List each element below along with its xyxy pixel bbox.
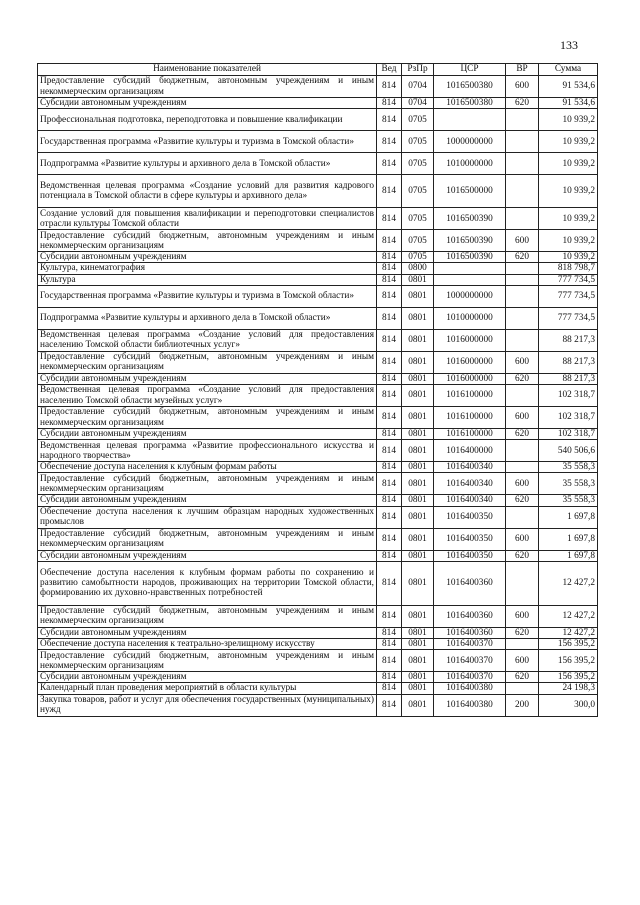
cell-rzpr: 0801 [402,627,434,638]
cell-name: Подпрограмма «Развитие культуры и архивного дела в Томской области» [38,153,377,175]
cell-rzpr: 0801 [402,639,434,650]
cell-rzpr: 0801 [402,650,434,672]
cell-csr [434,263,506,274]
cell-ved: 814 [377,131,402,153]
cell-rzpr: 0801 [402,329,434,351]
table-row [38,462,598,473]
cell-name: Предоставление субсидий бюджетным, автономным учреждениям и иным некоммерческим организациям [38,528,377,550]
cell-rzpr: 0801 [402,407,434,429]
cell-rzpr: 0801 [402,429,434,440]
cell-ved: 814 [377,694,402,716]
cell-csr: 1016400370 [434,650,506,672]
table-row [38,307,598,329]
cell-rzpr: 0801 [402,506,434,528]
cell-csr: 1016400370 [434,672,506,683]
cell-vr: 620 [506,495,539,506]
cell-csr: 1000000000 [434,131,506,153]
cell-vr: 620 [506,627,539,638]
table-row [38,98,598,109]
cell-name: Предоставление субсидий бюджетным, автономным учреждениям и иным некоммерческим организациям [38,230,377,252]
cell-ved: 814 [377,307,402,329]
cell-vr: 600 [506,473,539,495]
table-row [38,672,598,683]
cell-sum: 12 427,2 [539,627,598,638]
cell-name: Закупка товаров, работ и услуг для обеспечения государственных (муниципальных) нужд [38,694,377,716]
cell-name: Субсидии автономным учреждениям [38,373,377,384]
cell-ved: 814 [377,252,402,263]
cell-sum: 102 318,7 [539,385,598,407]
cell-csr: 1016500000 [434,175,506,208]
table-row [38,627,598,638]
cell-csr [434,274,506,285]
cell-sum: 1 697,8 [539,528,598,550]
table-row [38,385,598,407]
cell-sum: 10 939,2 [539,252,598,263]
column-header-name: Наименование показателей [38,64,377,76]
cell-name: Ведомственная целевая программа «Создание условий для предоставления населению Томской области музейных услуг» [38,385,377,407]
table-row [38,561,598,605]
table-header-row [38,64,598,76]
cell-vr: 600 [506,650,539,672]
cell-vr [506,109,539,131]
cell-sum: 12 427,2 [539,605,598,627]
cell-vr: 600 [506,528,539,550]
table-row [38,208,598,230]
cell-ved: 814 [377,683,402,694]
cell-ved: 814 [377,274,402,285]
cell-sum: 540 506,6 [539,440,598,462]
cell-name: Ведомственная целевая программа «Создание условий для предоставления населению Томской области библиотечных услуг» [38,329,377,351]
cell-rzpr: 0801 [402,528,434,550]
cell-csr: 1016400350 [434,506,506,528]
table-row [38,131,598,153]
cell-vr: 620 [506,672,539,683]
page-number: 133 [560,38,578,52]
cell-sum: 777 734,5 [539,285,598,307]
table-row [38,407,598,429]
cell-name: Субсидии автономным учреждениям [38,672,377,683]
cell-sum: 300,0 [539,694,598,716]
column-header-ved: Вед [377,64,402,76]
cell-sum: 88 217,3 [539,373,598,384]
cell-name: Культура, кинематография [38,263,377,274]
cell-name: Обеспечение доступа населения к клубным формам работы [38,462,377,473]
cell-vr [506,153,539,175]
table-row [38,550,598,561]
cell-vr [506,506,539,528]
cell-name: Ведомственная целевая программа «Создание условий для развития кадрового потенциала в Томской области в сфере культуры и архивного дела» [38,175,377,208]
table-row [38,683,598,694]
cell-rzpr: 0801 [402,561,434,605]
table-row [38,285,598,307]
cell-rzpr: 0705 [402,153,434,175]
cell-ved: 814 [377,76,402,98]
cell-sum: 1 697,8 [539,550,598,561]
cell-ved: 814 [377,605,402,627]
cell-vr: 600 [506,76,539,98]
cell-sum: 35 558,3 [539,462,598,473]
cell-sum: 10 939,2 [539,131,598,153]
cell-sum: 10 939,2 [539,109,598,131]
cell-name: Предоставление субсидий бюджетным, автономным учреждениям и иным некоммерческим организациям [38,407,377,429]
cell-csr: 1016400340 [434,462,506,473]
cell-name: Календарный план проведения мероприятий в области культуры [38,683,377,694]
cell-sum: 777 734,5 [539,274,598,285]
cell-sum: 818 798,7 [539,263,598,274]
cell-name: Ведомственная целевая программа «Развитие профессионального искусства и народного творчества» [38,440,377,462]
cell-name: Субсидии автономным учреждениям [38,98,377,109]
cell-sum: 10 939,2 [539,230,598,252]
cell-rzpr: 0705 [402,175,434,208]
cell-csr: 1016100000 [434,407,506,429]
cell-name: Субсидии автономным учреждениям [38,429,377,440]
cell-vr [506,274,539,285]
table-row [38,639,598,650]
cell-rzpr: 0705 [402,131,434,153]
cell-csr: 1016500390 [434,252,506,263]
cell-sum: 10 939,2 [539,175,598,208]
cell-sum: 156 395,2 [539,672,598,683]
cell-ved: 814 [377,285,402,307]
cell-vr: 620 [506,373,539,384]
cell-sum: 102 318,7 [539,407,598,429]
cell-sum: 10 939,2 [539,208,598,230]
cell-ved: 814 [377,639,402,650]
cell-rzpr: 0800 [402,263,434,274]
cell-rzpr: 0801 [402,683,434,694]
cell-rzpr: 0705 [402,230,434,252]
cell-name: Государственная программа «Развитие культуры и туризма в Томской области» [38,131,377,153]
table-row [38,650,598,672]
cell-rzpr: 0801 [402,385,434,407]
cell-name: Обеспечение доступа населения к театрально-зрелищному искусству [38,639,377,650]
cell-name: Предоставление субсидий бюджетным, автономным учреждениям и иным некоммерческим организациям [38,605,377,627]
table-row [38,153,598,175]
cell-sum: 12 427,2 [539,561,598,605]
cell-vr: 600 [506,605,539,627]
cell-sum: 777 734,5 [539,307,598,329]
column-header-rzpr: РзПр [402,64,434,76]
table-row [38,351,598,373]
cell-name: Государственная программа «Развитие культуры и туризма в Томской области» [38,285,377,307]
cell-ved: 814 [377,351,402,373]
cell-sum: 88 217,3 [539,351,598,373]
table-row [38,429,598,440]
cell-name: Обеспечение доступа населения к лучшим образцам народных художественных промыслов [38,506,377,528]
cell-name: Субсидии автономным учреждениям [38,627,377,638]
cell-sum: 91 534,6 [539,76,598,98]
cell-name: Профессиональная подготовка, переподготовка и повышение квалификации [38,109,377,131]
table-row [38,274,598,285]
table-row [38,440,598,462]
table-row [38,373,598,384]
cell-sum: 102 318,7 [539,429,598,440]
cell-ved: 814 [377,98,402,109]
cell-rzpr: 0705 [402,252,434,263]
cell-csr: 1016500380 [434,76,506,98]
cell-name: Предоставление субсидий бюджетным, автономным учреждениям и иным некоммерческим организациям [38,473,377,495]
cell-csr: 1016100000 [434,385,506,407]
cell-ved: 814 [377,407,402,429]
cell-vr [506,329,539,351]
column-header-sum: Сумма [539,64,598,76]
table-row [38,528,598,550]
cell-vr [506,462,539,473]
cell-rzpr: 0801 [402,462,434,473]
cell-csr: 1016400340 [434,495,506,506]
cell-ved: 814 [377,230,402,252]
cell-csr: 1016400350 [434,528,506,550]
cell-csr: 1016400380 [434,683,506,694]
cell-rzpr: 0704 [402,98,434,109]
cell-sum: 156 395,2 [539,650,598,672]
cell-sum: 156 395,2 [539,639,598,650]
cell-sum: 35 558,3 [539,495,598,506]
cell-rzpr: 0705 [402,109,434,131]
cell-rzpr: 0801 [402,473,434,495]
cell-csr: 1016400340 [434,473,506,495]
cell-rzpr: 0801 [402,672,434,683]
cell-csr: 1016500380 [434,98,506,109]
cell-name: Предоставление субсидий бюджетным, автономным учреждениям и иным некоммерческим организациям [38,76,377,98]
cell-ved: 814 [377,373,402,384]
cell-rzpr: 0801 [402,373,434,384]
cell-ved: 814 [377,627,402,638]
cell-rzpr: 0801 [402,605,434,627]
cell-rzpr: 0801 [402,307,434,329]
cell-csr: 1016400360 [434,605,506,627]
cell-vr [506,385,539,407]
cell-vr: 600 [506,407,539,429]
table-row [38,495,598,506]
cell-vr [506,285,539,307]
cell-rzpr: 0705 [402,208,434,230]
cell-sum: 88 217,3 [539,329,598,351]
table-row [38,263,598,274]
cell-vr [506,440,539,462]
cell-name: Создание условий для повышения квалификации и переподготовки специалистов отрасли культуры Томской области [38,208,377,230]
cell-ved: 814 [377,429,402,440]
table-row [38,473,598,495]
cell-rzpr: 0801 [402,274,434,285]
cell-csr: 1016000000 [434,351,506,373]
cell-csr: 1016500390 [434,230,506,252]
cell-ved: 814 [377,263,402,274]
table-row [38,109,598,131]
cell-vr: 620 [506,252,539,263]
table-row [38,230,598,252]
cell-vr [506,561,539,605]
cell-name: Субсидии автономным учреждениям [38,252,377,263]
cell-csr: 1010000000 [434,153,506,175]
column-header-vr: ВР [506,64,539,76]
cell-vr: 620 [506,98,539,109]
cell-ved: 814 [377,109,402,131]
cell-csr: 1016400350 [434,550,506,561]
cell-name: Предоставление субсидий бюджетным, автономным учреждениям и иным некоммерческим организациям [38,650,377,672]
cell-vr [506,683,539,694]
cell-vr [506,208,539,230]
table-row [38,76,598,98]
cell-vr: 620 [506,550,539,561]
table-body [38,76,598,717]
cell-csr: 1016400370 [434,639,506,650]
table-row [38,252,598,263]
cell-csr [434,109,506,131]
cell-sum: 10 939,2 [539,153,598,175]
cell-csr: 1010000000 [434,307,506,329]
cell-vr: 600 [506,230,539,252]
cell-csr: 1016400360 [434,627,506,638]
cell-vr: 600 [506,351,539,373]
cell-vr [506,131,539,153]
cell-name: Субсидии автономным учреждениям [38,550,377,561]
cell-csr: 1000000000 [434,285,506,307]
cell-rzpr: 0801 [402,550,434,561]
cell-ved: 814 [377,506,402,528]
cell-rzpr: 0801 [402,495,434,506]
table-row [38,175,598,208]
cell-ved: 814 [377,650,402,672]
cell-ved: 814 [377,561,402,605]
cell-ved: 814 [377,473,402,495]
cell-name: Подпрограмма «Развитие культуры и архивного дела в Томской области» [38,307,377,329]
cell-vr [506,263,539,274]
cell-name: Субсидии автономным учреждениям [38,495,377,506]
cell-csr: 1016400380 [434,694,506,716]
cell-rzpr: 0801 [402,351,434,373]
cell-csr: 1016500390 [434,208,506,230]
column-header-csr: ЦСР [434,64,506,76]
cell-sum: 91 534,6 [539,98,598,109]
cell-rzpr: 0801 [402,440,434,462]
cell-sum: 24 198,3 [539,683,598,694]
cell-sum: 1 697,8 [539,506,598,528]
cell-ved: 814 [377,153,402,175]
cell-rzpr: 0801 [402,694,434,716]
cell-ved: 814 [377,495,402,506]
table-row [38,329,598,351]
table-row [38,694,598,716]
cell-ved: 814 [377,175,402,208]
cell-ved: 814 [377,329,402,351]
cell-ved: 814 [377,385,402,407]
cell-ved: 814 [377,550,402,561]
cell-name: Предоставление субсидий бюджетным, автономным учреждениям и иным некоммерческим организациям [38,351,377,373]
cell-rzpr: 0801 [402,285,434,307]
cell-ved: 814 [377,528,402,550]
cell-name: Обеспечение доступа населения к клубным формам работы по сохранению и развитию самобытности народов, проживающих на территории Томской области, формированию их духовно-нравственных потребностей [38,561,377,605]
cell-csr: 1016100000 [434,429,506,440]
cell-vr [506,307,539,329]
cell-vr [506,639,539,650]
cell-csr: 1016400360 [434,561,506,605]
cell-vr [506,175,539,208]
cell-csr: 1016000000 [434,329,506,351]
cell-csr: 1016000000 [434,373,506,384]
cell-vr: 620 [506,429,539,440]
table-row [38,605,598,627]
cell-ved: 814 [377,208,402,230]
cell-vr: 200 [506,694,539,716]
cell-csr: 1016400000 [434,440,506,462]
table-row [38,506,598,528]
cell-ved: 814 [377,672,402,683]
cell-rzpr: 0704 [402,76,434,98]
cell-ved: 814 [377,440,402,462]
cell-name: Культура [38,274,377,285]
cell-sum: 35 558,3 [539,473,598,495]
cell-ved: 814 [377,462,402,473]
budget-table [37,63,598,717]
